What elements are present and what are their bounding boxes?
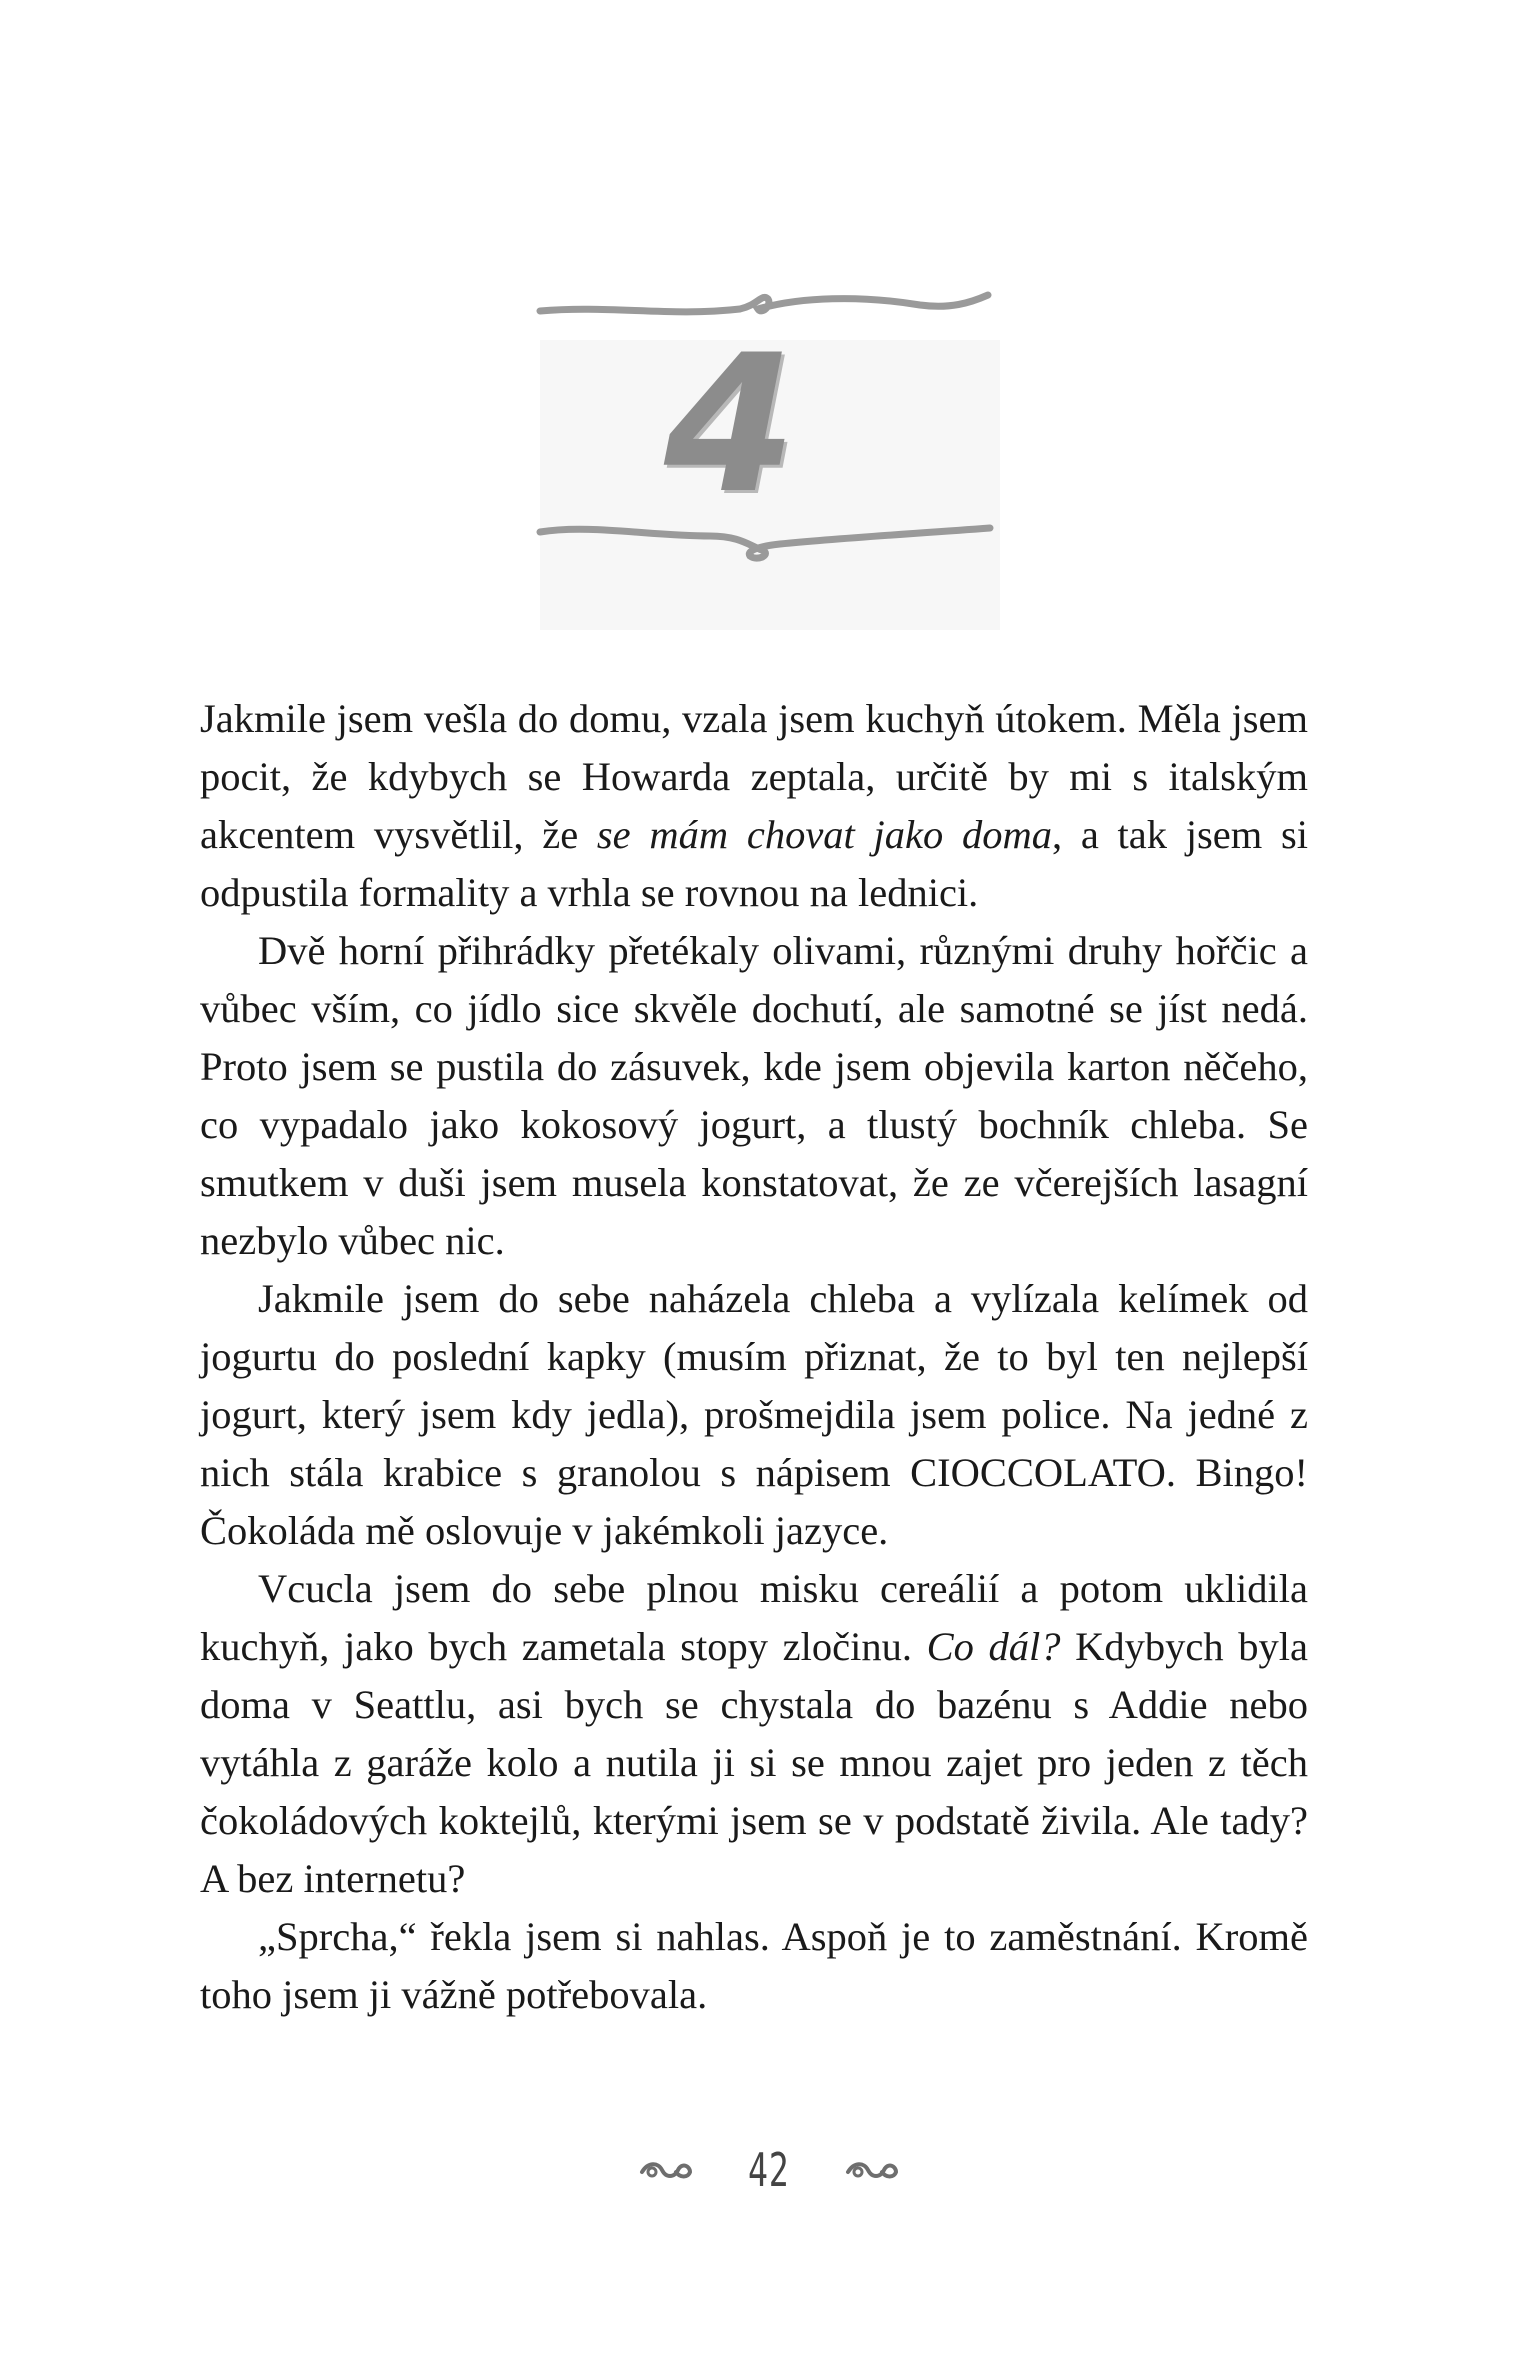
paragraph <box>200 1560 1308 1908</box>
page-footer <box>0 2140 1538 2200</box>
paragraph <box>200 922 1308 1270</box>
text-run: „Sprcha,“ řekla jsem si nahlas. Aspoň je to zaměstnání. Kromě toho jsem ji vážně potřebovala. <box>200 1914 1308 2017</box>
text-run: Vcucla jsem do sebe plnou misku cereálií a potom uklidila kuchyň, jako bych zametala stopy zločinu. <box>200 1566 1308 1669</box>
text-run: , a tak jsem si odpustila formality a vrhla se rovnou na lednici. <box>200 812 1308 915</box>
text-run: Jakmile jsem do sebe naházela chleba a vylízala kelímek od jogurtu do poslední kapky (musím přiznat, že to byl ten nejlepší jogurt, který jsem kdy jedla), prošmejdila jsem police. Na jedné z nich stála krabice s granolou s nápisem CIOCCOLATO. Bingo! Čokoláda mě oslovuje v jakémkoli jazyce. <box>200 1276 1308 1553</box>
swirl-ornament-icon <box>844 2158 900 2182</box>
chapter-number: 4 <box>663 314 797 535</box>
paragraph <box>200 1270 1308 1560</box>
text-run: Kdybych byla doma v Seattlu, asi bych se chystala do bazénu s Addie nebo vytáhla z garáže kolo a nutila ji si se mnou zajet pro jeden z těch čokoládových koktejlů, kterými jsem se v podstatě živila. Ale tady? A bez internetu? <box>200 1624 1308 1901</box>
text-run: Jakmile jsem vešla do domu, vzala jsem kuchyň útokem. Měla jsem pocit, že kdybych se Howarda zeptala, určitě by mi s italským akcentem vysvětlil, že <box>200 696 1308 857</box>
swirl-ornament-icon <box>638 2158 694 2182</box>
chapter-body-text <box>200 690 1308 2024</box>
italic-text: Co dál? <box>926 1624 1061 1669</box>
bottom-ornament-icon <box>500 510 1020 570</box>
text-run: Dvě horní přihrádky přetékaly olivami, různými druhy hořčic a vůbec vším, co jídlo sice skvěle dochutí, ale samotné se jíst nedá. Proto jsem se pustila do zásuvek, kde jsem objevila karton něčeho, co vypadalo jako kokosový jogurt, a tlustý bochník chleba. Se smutkem v duši jsem musela konstatovat, že ze včerejších lasagní nezbylo vůbec nic. <box>200 928 1308 1263</box>
paragraph <box>200 1908 1308 2024</box>
paragraph <box>200 690 1308 922</box>
italic-text: se mám chovat jako doma <box>596 812 1052 857</box>
page-number: 42 <box>748 2143 790 2197</box>
